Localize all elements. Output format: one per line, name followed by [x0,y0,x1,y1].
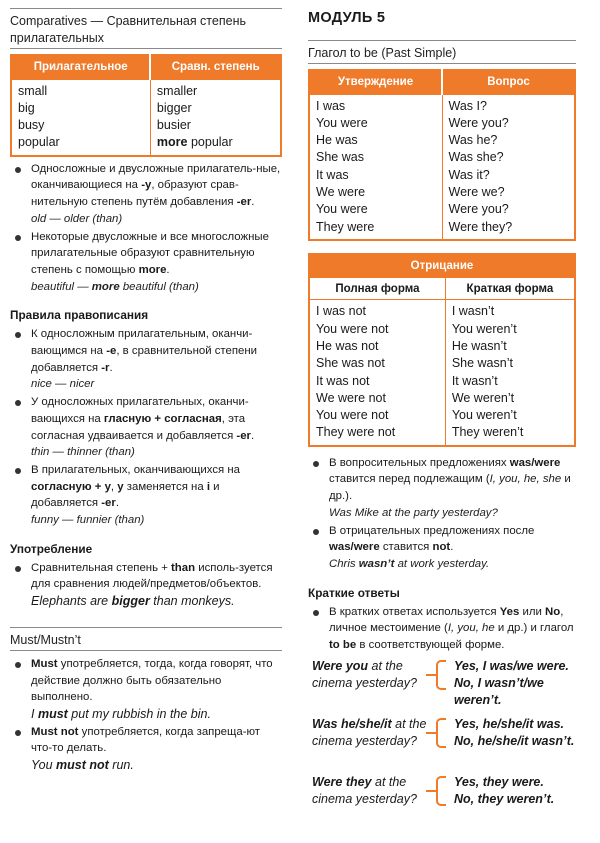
affirmative-form: I was [316,98,346,113]
module-title: МОДУЛЬ 5 [308,10,386,26]
question-form: Was it? [448,167,490,182]
col-header-question: Вопрос [442,70,575,94]
example: old — older (than) [31,212,123,225]
adjective: small [18,83,48,98]
spelling-heading: Правила правописания [10,308,149,323]
comparative: more popular [156,135,233,150]
question-form: Were you? [448,115,509,130]
col-header-affirmative: Утверждение [309,70,442,94]
comparatives-rules [10,161,282,296]
right-column [308,8,576,832]
negative-short-form: I wasn’t [451,304,495,319]
usage-rules [10,560,282,610]
short-question: Was he/she/it at the cinema yesterday? [312,716,427,748]
negative-short-form: She wasn’t [451,356,513,371]
example: beautiful — more beautiful (than) [31,280,199,293]
example: funny — funnier (than) [31,514,145,527]
negative-short-form: You weren’t [451,408,517,423]
short-answers: Yes, he/she/it was. No, he/she/it wasn’t. [454,716,575,748]
question-form: Were you? [448,202,509,217]
affirmative-form: We were [316,184,366,199]
tobe-rules [308,455,576,573]
short-answer-pair [308,774,576,832]
affirmative-form: She was [316,150,364,165]
affirmative-form: You were [316,115,368,130]
col-header-comparative: Сравн. степень [150,55,281,79]
negative-short-form: We weren’t [451,390,515,405]
negative-full-form: You were not [316,321,389,336]
must-title: Must/Mustn’t [10,627,282,651]
tobe-negative-table [308,253,576,447]
comparatives-title: Comparatives — Сравнительная степень прилагательных [10,8,282,49]
comparative: busier [156,118,191,133]
spelling-rules [10,326,282,528]
question-form: Was he? [448,133,498,148]
negative-full-form: You were not [316,408,389,423]
question-cell [442,94,575,240]
example: Was Mike at the party yesterday? [329,506,498,519]
example: You must not run. [31,758,134,773]
affirmative-cell [309,94,442,240]
negative-full-form: I was not [316,304,367,319]
short-answer-pair [308,658,576,716]
short-answers: Yes, I was/we were. No, I wasn’t/we weren’t. [454,658,569,707]
rule-item: Must употребляется, тогда, когда говорят, что действие должно быть обязательно выполнено. I must put my rubbish in the bin. [10,656,282,723]
example: Elephants are bigger than monkeys. [31,594,235,609]
col-header-adjective: Прилагательное [11,55,150,79]
negative-full-form: She was not [316,356,385,371]
adjectives-cell [11,79,150,156]
short-question: Were they at the cinema yesterday? [312,774,417,806]
rule-item: В прилагательных, оканчивающихся на согласную + y, y заменяется на i и добавляется -er. funny — funnier (than) [10,462,282,529]
brace-connector [436,776,446,806]
rule-item: Сравнительная степень + than исполь-зуется для сравнения людей/предметов/объектов. Elephants are bigger than monkeys. [10,560,282,610]
short-answers-heading: Краткие ответы [308,585,400,600]
question-form: Were we? [448,184,505,199]
tobe-affirm-question-table [308,69,576,241]
comparative: bigger [156,100,192,115]
brace-connector [436,718,446,748]
tobe-title: Глагол to be (Past Simple) [308,40,576,64]
comparative: smaller [156,83,198,98]
short-answers-rules [308,604,576,654]
example: nice — nicer [31,378,95,391]
negative-short-form: They weren’t [451,425,524,440]
negative-short-form: You weren’t [451,321,517,336]
comparatives-table [10,54,282,157]
rule-item: Некоторые двусложные и все многосложные прилагательные образуют сравнительную степень с помощью more. beautiful — more beautiful (than) [10,229,282,296]
negative-full-form: We were not [316,390,386,405]
negative-short-form: It wasn’t [451,373,498,388]
rule-item: Must not употребляется, когда запреща-ют что-то делать. You must not run. [10,724,282,774]
rule-item: В вопросительных предложениях was/were ставится перед подлежащим (I, you, he, she и др.). Was Mike at the party yesterday? [308,455,576,522]
negative-full-form: They were not [316,425,396,440]
adjective: busy [18,118,45,133]
short-answers-list [308,658,576,832]
col-header-full-form: Полная форма [309,278,445,300]
question-form: Was she? [448,150,504,165]
rule-item: Односложные и двусложные прилагатель-ные, оканчивающиеся на -y, образуют срав-нительную степень путём добавления -er. old — older (than) [10,161,282,228]
example: Chris wasn’t at work yesterday. [329,557,490,570]
negative-full-form: He was not [316,338,379,353]
negative-full-form: It was not [316,373,370,388]
affirmative-form: It was [316,167,349,182]
short-question: Were you at the cinema yesterday? [312,658,417,690]
rule-item: У односложных прилагательных, оканчи-вающихся на гласную + согласная, эта согласная удваивается и добавляется -er. thin — thinner (than) [10,394,282,461]
adjective: popular [18,135,60,150]
example: I must put my rubbish in the bin. [31,706,211,721]
short-answer-pair [308,716,576,774]
left-column [10,8,282,775]
full-form-cell [309,300,445,446]
rule-item: К односложным прилагательным, оканчи-вающимся на -e, в сравнительной степени добавляется -r. nice — nicer [10,326,282,393]
rule-item: В отрицательных предложениях после was/were ставится not. Chris wasn’t at work yesterday. [308,523,576,573]
affirmative-form: They were [316,219,375,234]
affirmative-form: He was [316,133,358,148]
comparatives-cell [150,79,281,156]
col-header-short-form: Краткая форма [445,278,575,300]
adjective: big [18,100,35,115]
short-answers: Yes, they were. No, they weren’t. [454,774,555,806]
example: thin — thinner (than) [31,446,135,459]
brace-connector [436,660,446,690]
usage-heading: Употребление [10,541,93,556]
col-header-negative: Отрицание [309,254,575,278]
question-form: Were they? [448,219,513,234]
question-form: Was I? [448,98,487,113]
rule-item: В кратких ответах используется Yes или No, личное местоимение (I, you, he и др.) и глагол to be в соответствующей форме. [308,604,576,654]
must-rules [10,656,282,774]
affirmative-form: You were [316,202,368,217]
negative-short-form: He wasn’t [451,338,507,353]
short-form-cell [445,300,575,446]
